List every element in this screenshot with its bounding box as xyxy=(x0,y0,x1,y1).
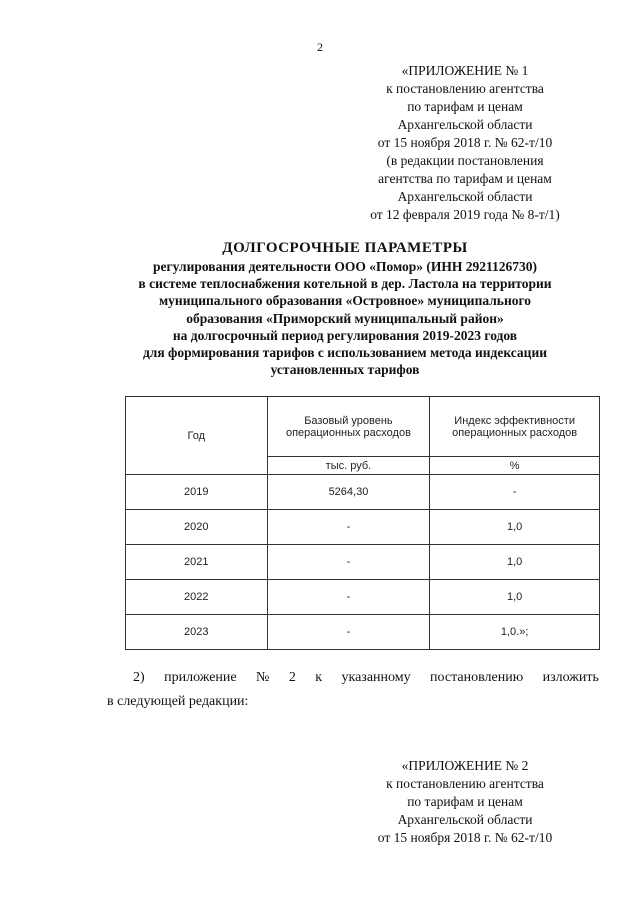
paragraph-word: приложение xyxy=(164,670,237,685)
table-row xyxy=(126,475,600,510)
appendix-1-line: Архангельской области xyxy=(397,117,533,132)
appendix-1-header xyxy=(340,62,590,224)
paragraph-word: 2 xyxy=(288,670,296,685)
cell-efficiency-index: 1,0 xyxy=(430,510,600,545)
table-row xyxy=(126,510,600,545)
title-line: установленных тарифов xyxy=(270,362,420,378)
header-base-level: Базовый уровень операционных расходов xyxy=(267,397,430,457)
paragraph-word: № xyxy=(256,670,270,685)
table-header-row xyxy=(126,397,600,457)
appendix-1-line: (в редакции постановления xyxy=(386,153,544,168)
cell-base-level: - xyxy=(267,580,430,615)
appendix-2-line: к постановлению агентства xyxy=(386,776,544,791)
title-line: муниципального образования «Островное» муниципального xyxy=(158,293,532,309)
paragraph-word: 2) xyxy=(133,670,145,685)
table-row xyxy=(126,615,600,650)
cell-efficiency-index: 1,0 xyxy=(430,545,600,580)
paragraph-word: постановлению xyxy=(430,670,524,685)
title-heading: ДОЛГОСРОЧНЫЕ ПАРАМЕТРЫ xyxy=(222,240,468,256)
cell-base-level: - xyxy=(267,510,430,545)
table-row xyxy=(126,545,600,580)
paragraph-line-2: в следующей редакции: xyxy=(107,694,249,709)
paragraph-word: указанному xyxy=(341,670,411,685)
cell-year: 2019 xyxy=(126,475,268,510)
cell-efficiency-index: 1,0 xyxy=(430,580,600,615)
cell-year: 2021 xyxy=(126,545,268,580)
title-line: для формирования тарифов с использованием метода индексации xyxy=(142,345,548,361)
cell-base-level: - xyxy=(267,545,430,580)
document-title xyxy=(60,238,630,378)
title-line: образования «Приморский муниципальный район» xyxy=(186,310,504,326)
paragraph-word: изложить xyxy=(542,670,599,685)
appendix-1-line: Архангельской области xyxy=(397,189,533,204)
amendment-paragraph xyxy=(107,666,599,714)
cell-base-level: - xyxy=(267,615,430,650)
header-year: Год xyxy=(126,397,268,475)
title-line: на долгосрочный период регулирования 2019-2023 годов xyxy=(172,327,518,343)
unit-efficiency-index: % xyxy=(430,457,600,475)
cell-efficiency-index: 1,0.»; xyxy=(430,615,600,650)
header-efficiency-index: Индекс эффективности операционных расходов xyxy=(430,397,600,457)
cell-year: 2020 xyxy=(126,510,268,545)
title-line: регулирования деятельности ООО «Помор» (ИНН 2921126730) xyxy=(152,259,537,274)
paragraph-word: к xyxy=(315,670,323,685)
cell-year: 2023 xyxy=(126,615,268,650)
appendix-2-line: от 15 ноября 2018 г. № 62-т/10 xyxy=(377,830,553,845)
title-line: в системе теплоснабжения котельной в дер. Ластола на территории xyxy=(138,276,552,292)
cell-year: 2022 xyxy=(126,580,268,615)
appendix-1-line: агентства по тарифам и ценам xyxy=(378,171,552,186)
table-row xyxy=(126,580,600,615)
appendix-1-line: от 15 ноября 2018 г. № 62-т/10 xyxy=(377,135,553,150)
parameters-table xyxy=(125,396,600,650)
appendix-1-line: «ПРИЛОЖЕНИЕ № 1 xyxy=(401,63,529,78)
appendix-1-line: по тарифам и ценам xyxy=(407,99,523,114)
page-number: 2 xyxy=(317,40,323,54)
cell-base-level: 5264,30 xyxy=(267,475,430,510)
appendix-2-line: по тарифам и ценам xyxy=(407,794,523,809)
appendix-2-line: «ПРИЛОЖЕНИЕ № 2 xyxy=(401,758,529,773)
appendix-1-line: от 12 февраля 2019 года № 8-т/1) xyxy=(370,207,560,222)
appendix-1-line: к постановлению агентства xyxy=(386,81,544,96)
appendix-2-line: Архангельской области xyxy=(397,812,533,827)
unit-base-level: тыс. руб. xyxy=(267,457,430,475)
paragraph-line-1 xyxy=(107,666,599,690)
cell-efficiency-index: - xyxy=(430,475,600,510)
appendix-2-header xyxy=(340,757,590,847)
